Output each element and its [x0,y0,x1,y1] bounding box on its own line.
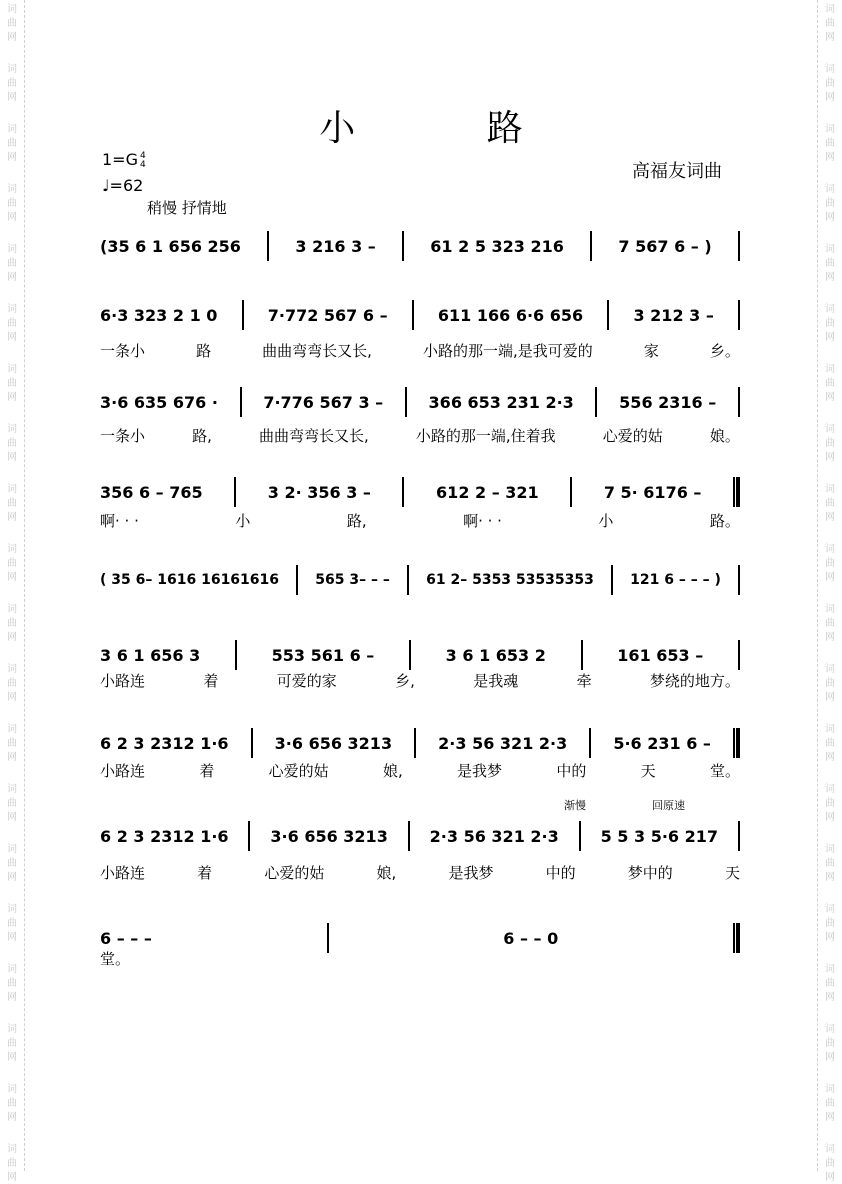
lyric-text: 牵 [576,672,592,690]
watermark-char: 曲 [7,258,17,269]
lyric-text: 堂。 [709,762,740,780]
measure: 7 567 6 – ) [618,236,712,256]
watermark-char: 曲 [7,1038,17,1049]
tempo-marking: ♩=62 [102,176,144,195]
watermark-char: 词 [825,424,835,435]
watermark-char: 词 [825,544,835,555]
lyric-text: 路, [346,512,367,530]
lyric-text: 小路的那一端,住着我 [415,427,556,445]
lyric-line [100,760,740,781]
watermark-char: 网 [7,452,17,463]
watermark-char: 曲 [825,198,835,209]
measure: ( 35 6– 1616 16161616 [100,572,280,588]
watermark-char: 曲 [7,858,17,869]
lyric-text: 着 [199,762,215,780]
lyric-text: 梦中的 [627,864,673,882]
lyric-line [100,510,740,531]
watermark-char: 词 [7,784,17,795]
measure: 2·3 56 321 2·3 [438,733,568,753]
music-line [100,295,740,335]
watermark-char: 网 [825,512,835,523]
barline [738,300,740,330]
watermark-char: 曲 [7,318,17,329]
measure: 6 – – 0 [503,928,559,948]
lyric-text: 中的 [556,762,587,780]
lyric-text: 一条小 [100,342,146,360]
lyric-line [100,862,740,883]
barline [296,565,298,595]
watermark-char: 网 [7,812,17,823]
key-signature: 1=G 4 4 [102,150,146,170]
watermark-char: 曲 [7,798,17,809]
lyric-text: 天 [640,762,656,780]
watermark-char: 网 [7,932,17,943]
watermark-char: 词 [825,364,835,375]
barline [405,387,407,417]
annotation-slowdown: 渐慢 [564,799,586,812]
watermark-char: 曲 [825,738,835,749]
watermark-char: 网 [7,872,17,883]
watermark-char: 曲 [825,378,835,389]
song-title: 小 路 [319,108,583,149]
watermark-char: 网 [825,1112,835,1123]
watermark-char: 曲 [825,78,835,89]
lyric-text: 中的 [545,864,576,882]
watermark-char: 曲 [825,18,835,29]
watermark-char: 词 [7,1024,17,1035]
watermark-char: 曲 [7,18,17,29]
lyric-text: 着 [203,672,219,690]
barline [611,565,613,595]
lyric-text: 路 [196,342,212,360]
barline [589,728,591,758]
watermark-char: 网 [825,872,835,883]
lyric-text: 小路连 [100,672,146,690]
barline [414,728,416,758]
watermark-char: 网 [7,32,17,43]
barline [248,821,250,851]
measure: 61 2 5 323 216 [430,236,564,256]
lyric-text: 天 [724,864,740,882]
watermark-char: 网 [825,92,835,103]
watermark-char: 曲 [825,138,835,149]
watermark-char: 词 [7,364,17,375]
watermark-char: 网 [825,392,835,403]
measure: 3 2· 356 3 – [267,482,371,502]
time-signature-top: 4 [139,150,146,161]
measure: 356 6 – 765 [100,482,203,502]
lyric-line [100,948,740,969]
watermark-char: 曲 [7,978,17,989]
watermark-char: 词 [825,664,835,675]
lyric-text: 路, [192,427,212,445]
lyric-line [100,340,740,361]
watermark-char: 网 [7,632,17,643]
watermark-char: 网 [7,152,17,163]
watermark-char: 曲 [825,798,835,809]
lyric-text: 乡, [395,672,415,690]
lyric-text: 曲曲弯弯长又长, [259,427,369,445]
lyric-text: 是我梦 [448,864,494,882]
watermark-char: 曲 [825,438,835,449]
barline [408,821,410,851]
watermark-char: 词 [825,484,835,495]
watermark-char: 网 [7,752,17,763]
barline [267,231,269,261]
watermark-char: 网 [7,1172,17,1183]
lyric-text: 小 [235,512,251,530]
watermark-char: 曲 [825,1038,835,1049]
barline [402,477,404,507]
barline [607,300,609,330]
watermark-char: 曲 [7,918,17,929]
music-line [100,226,740,266]
watermark-char: 网 [825,1172,835,1183]
watermark-char: 词 [7,4,17,15]
watermark-char: 词 [7,904,17,915]
watermark-char: 词 [825,244,835,255]
lyric-text: 心爱的姑 [268,762,329,780]
lyric-text: 乡。 [709,342,740,360]
final-barline [733,728,740,758]
lyric-text: 是我魂 [473,672,519,690]
barline [251,728,253,758]
watermark-char: 词 [7,304,17,315]
watermark-char: 网 [825,32,835,43]
measure: 6 – – – [100,928,152,948]
measure: 3·6 656 3213 [270,826,388,846]
measure: 6·3 323 2 1 0 [100,305,218,325]
barline [235,640,237,670]
lyric-line [100,670,740,691]
watermark-char: 网 [825,932,835,943]
measure: 7·772 567 6 – [267,305,388,325]
lyric-text: 路。 [709,512,740,530]
measure: 3·6 656 3213 [274,733,393,753]
lyric-line [100,425,740,446]
music-line [100,472,740,512]
lyric-text: 小路连 [100,762,146,780]
lyric-text: 是我梦 [457,762,503,780]
barline [240,387,242,417]
music-line [100,560,740,600]
watermark-char: 词 [825,784,835,795]
watermark-char: 词 [825,1144,835,1155]
watermark-char: 网 [825,1052,835,1063]
watermark-char: 曲 [7,78,17,89]
watermark-char: 网 [7,1052,17,1063]
measure: 3 6 1 653 2 [445,645,546,665]
measure: 7 5· 6176 – [603,482,702,502]
watermark-char: 网 [7,572,17,583]
measure: 6 2 3 2312 1·6 [100,826,229,846]
watermark-char: 词 [825,604,835,615]
measure: 3 216 3 – [295,236,376,256]
measure: 611 166 6·6 656 [437,305,584,325]
watermark-char: 曲 [7,1158,17,1169]
lyric-text: 心爱的姑 [602,427,663,445]
lyric-text: 一条小 [100,427,146,445]
watermark-char: 网 [7,212,17,223]
watermark-char: 网 [825,152,835,163]
measure: 565 3– – – [315,572,390,588]
barline [242,300,244,330]
barline [738,565,740,595]
lyric-text: 曲曲弯弯长又长, [262,342,372,360]
watermark-char: 词 [825,904,835,915]
watermark-char: 曲 [7,498,17,509]
watermark-char: 词 [7,1144,17,1155]
watermark-char: 曲 [825,318,835,329]
watermark-char: 词 [825,124,835,135]
barline [595,387,597,417]
barline [590,231,592,261]
watermark-char: 网 [7,512,17,523]
barline [234,477,236,507]
lyric-text: 家 [643,342,659,360]
expression-marking: 稍慢 抒情地 [147,199,227,217]
watermark-char: 曲 [825,1098,835,1109]
watermark-char: 网 [7,392,17,403]
measure: 161 653 – [617,645,704,665]
measure: 3 6 1 656 3 [100,645,201,665]
watermark-char: 词 [7,1084,17,1095]
watermark-char: 词 [7,124,17,135]
music-line [100,635,740,675]
watermark-char: 词 [825,724,835,735]
watermark-char: 网 [825,572,835,583]
watermark-char: 网 [7,272,17,283]
lyric-text: 心爱的姑 [264,864,325,882]
watermark-char: 词 [7,724,17,735]
watermark-char: 词 [7,604,17,615]
time-signature-bottom: 4 [139,159,146,170]
measure: 556 2316 – [619,392,717,412]
lyric-text: 啊· · · [100,512,139,530]
watermark-char: 词 [825,184,835,195]
watermark-char: 曲 [825,498,835,509]
watermark-char: 网 [825,992,835,1003]
watermark-char: 网 [7,1112,17,1123]
watermark-char: 词 [7,244,17,255]
lyric-text: 啊· · · [463,512,502,530]
lyric-text: 着 [197,864,213,882]
measure: (35 6 1 656 256 [100,236,241,256]
watermark-char: 曲 [7,138,17,149]
barline [579,821,581,851]
watermark-char: 词 [7,484,17,495]
author-credit: 高福友词曲 [632,161,722,182]
watermark-char: 词 [7,64,17,75]
watermark-char: 曲 [7,618,17,629]
watermark-char: 曲 [7,558,17,569]
watermark-char: 网 [825,332,835,343]
watermark-char: 曲 [825,858,835,869]
measure: 3·6 635 676 · [100,392,218,412]
watermark-char: 曲 [825,558,835,569]
measure: 7·776 567 3 – [263,392,384,412]
watermark-char: 曲 [825,1158,835,1169]
watermark-char: 曲 [825,978,835,989]
measure: 5·6 231 6 – [613,733,711,753]
lyric-text: 可爱的家 [276,672,337,690]
measure: 366 653 231 2·3 [428,392,574,412]
annotation-return-tempo: 回原速 [652,799,685,812]
measure: 5 5 3 5·6 217 [600,826,718,846]
watermark-char: 网 [825,452,835,463]
barline [581,640,583,670]
watermark-char: 曲 [7,378,17,389]
measure: 553 561 6 – [271,645,375,665]
watermark-column-left [0,0,25,1183]
lyric-text: 小路连 [100,864,146,882]
watermark-char: 网 [825,632,835,643]
watermark-char: 网 [825,212,835,223]
watermark-char: 网 [825,812,835,823]
watermark-char: 词 [825,4,835,15]
barline [738,640,740,670]
barline [738,387,740,417]
barline [407,565,409,595]
watermark-char: 曲 [7,678,17,689]
watermark-char: 词 [7,844,17,855]
barline [409,640,411,670]
watermark-char: 曲 [7,1098,17,1109]
barline [738,231,740,261]
lyric-text: 娘, [376,864,397,882]
lyric-text: 娘, [382,762,403,780]
music-line [100,816,740,856]
watermark-char: 词 [825,64,835,75]
barline [402,231,404,261]
lyric-text: 梦绕的地方。 [649,672,740,690]
watermark-char: 网 [7,692,17,703]
watermark-char: 词 [825,964,835,975]
music-line [100,723,740,763]
measure: 3 212 3 – [633,305,714,325]
watermark-char: 曲 [825,258,835,269]
watermark-char: 曲 [825,918,835,929]
watermark-char: 词 [7,184,17,195]
watermark-char: 词 [825,304,835,315]
watermark-char: 网 [825,272,835,283]
measure: 2·3 56 321 2·3 [429,826,559,846]
lyric-text: 小 [598,512,614,530]
watermark-char: 曲 [825,618,835,629]
watermark-char: 曲 [825,678,835,689]
lyric-text: 娘。 [709,427,740,445]
lyric-text: 堂。 [100,950,131,968]
watermark-char: 网 [7,332,17,343]
measure: 6 2 3 2312 1·6 [100,733,229,753]
measure: 612 2 – 321 [436,482,539,502]
watermark-char: 网 [7,92,17,103]
measure: 121 6 – – – ) [630,572,721,588]
watermark-char: 词 [7,424,17,435]
barline [570,477,572,507]
barline [738,821,740,851]
watermark-char: 曲 [7,738,17,749]
watermark-char: 曲 [7,438,17,449]
measure: 61 2– 5353 53535353 [426,572,594,588]
watermark-char: 词 [825,1024,835,1035]
watermark-char: 词 [825,1084,835,1095]
music-line [100,382,740,422]
watermark-char: 网 [7,992,17,1003]
watermark-char: 词 [7,544,17,555]
lyric-text: 小路的那一端,是我可爱的 [423,342,593,360]
watermark-column-right [817,0,842,1183]
watermark-char: 词 [825,844,835,855]
barline [412,300,414,330]
final-barline [733,477,740,507]
watermark-char: 曲 [7,198,17,209]
watermark-char: 词 [7,664,17,675]
watermark-char: 网 [825,692,835,703]
watermark-char: 词 [7,964,17,975]
watermark-char: 网 [825,752,835,763]
